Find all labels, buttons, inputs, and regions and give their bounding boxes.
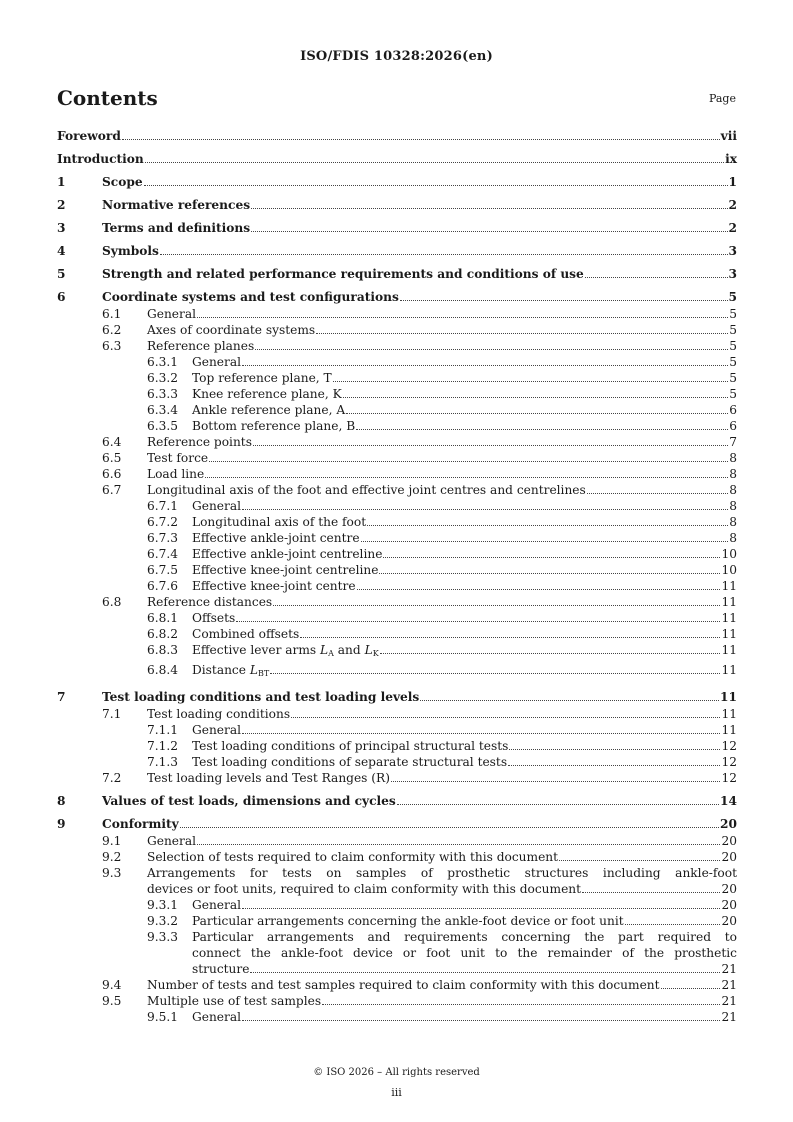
toc-entry-6[interactable]: 6 Coordinate systems and test configurations 5 bbox=[57, 290, 737, 304]
toc-entry-6-3[interactable]: 6.3 Reference planes 5 bbox=[102, 339, 737, 353]
toc-entry-9-5[interactable]: 9.5 Multiple use of test samples 21 bbox=[102, 994, 737, 1008]
toc-entry-6-8-2[interactable]: 6.8.2 Combined offsets 11 bbox=[147, 627, 737, 641]
toc-entry-6-2[interactable]: 6.2 Axes of coordinate systems 5 bbox=[102, 323, 737, 337]
toc-entry-9-4[interactable]: 9.4 Number of tests and test samples required to claim conformity with this document 21 bbox=[102, 978, 737, 992]
toc-entry-7[interactable]: 7 Test loading conditions and test loading levels 11 bbox=[57, 690, 737, 704]
document-header: ISO/FDIS 10328:2026(en) bbox=[300, 49, 493, 64]
toc-entry-9-3-2[interactable]: 9.3.2 Particular arrangements concerning the ankle-foot device or foot unit 20 bbox=[147, 914, 737, 928]
toc-entry-2[interactable]: 2 Normative references 2 bbox=[57, 198, 737, 212]
toc-entry-9-3-1[interactable]: 9.3.1 General 20 bbox=[147, 898, 737, 912]
toc-entry-6-8-1[interactable]: 6.8.1 Offsets 11 bbox=[147, 611, 737, 625]
toc-entry-6-7-1[interactable]: 6.7.1 General 8 bbox=[147, 499, 737, 513]
toc-entry-7-1-1[interactable]: 7.1.1 General 11 bbox=[147, 723, 737, 737]
toc-entry-6-3-5[interactable]: 6.3.5 Bottom reference plane, B 6 bbox=[147, 419, 737, 433]
toc-entry-9-5-1[interactable]: 9.5.1 General 21 bbox=[147, 1010, 737, 1024]
toc-entry-6-7[interactable]: 6.7 Longitudinal axis of the foot and effective joint centres and centrelines 8 bbox=[102, 483, 737, 497]
toc-entry-7-1[interactable]: 7.1 Test loading conditions 11 bbox=[102, 707, 737, 721]
toc-entry-9-3-3[interactable]: 9.3.3 Particular arrangements and requirements concerning the part required to connect the ankle-foot device or foot unit to the remainder of the prosthetic structure 21 bbox=[147, 930, 737, 976]
page-column-label: Page bbox=[708, 92, 736, 105]
toc-entry-introduction[interactable]: Introduction ix bbox=[57, 152, 737, 166]
toc-entry-9[interactable]: 9 Conformity 20 bbox=[57, 817, 737, 831]
toc-entry-6-3-1[interactable]: 6.3.1 General 5 bbox=[147, 355, 737, 369]
toc-entry-6-6[interactable]: 6.6 Load line 8 bbox=[102, 467, 737, 481]
copyright-footer: © ISO 2026 – All rights reserved bbox=[313, 1067, 480, 1078]
toc-entry-1[interactable]: 1 Scope 1 bbox=[57, 175, 737, 189]
toc-entry-6-7-3[interactable]: 6.7.3 Effective ankle-joint centre 8 bbox=[147, 531, 737, 545]
toc-entry-7-2[interactable]: 7.2 Test loading levels and Test Ranges (R) 12 bbox=[102, 771, 737, 785]
toc-entry-6-1[interactable]: 6.1 General 5 bbox=[102, 307, 737, 321]
toc-entry-6-8[interactable]: 6.8 Reference distances 11 bbox=[102, 595, 737, 609]
toc-entry-6-8-4[interactable]: 6.8.4 Distance $L_{BT}$ 11 bbox=[147, 663, 737, 678]
page-number: iii bbox=[391, 1086, 402, 1099]
toc-entry-7-1-3[interactable]: 7.1.3 Test loading conditions of separate structural tests 12 bbox=[147, 755, 737, 769]
toc-entry-6-3-3[interactable]: 6.3.3 Knee reference plane, K 5 bbox=[147, 387, 737, 401]
table-of-contents bbox=[57, 128, 737, 1025]
toc-entry-6-4[interactable]: 6.4 Reference points 7 bbox=[102, 435, 737, 449]
toc-entry-6-5[interactable]: 6.5 Test force 8 bbox=[102, 451, 737, 465]
toc-entry-6-7-5[interactable]: 6.7.5 Effective knee-joint centreline 10 bbox=[147, 563, 737, 577]
page-title: Contents bbox=[57, 86, 158, 110]
toc-entry-9-1[interactable]: 9.1 General 20 bbox=[102, 834, 737, 848]
toc-entry-6-7-4[interactable]: 6.7.4 Effective ankle-joint centreline 10 bbox=[147, 547, 737, 561]
toc-entry-4[interactable]: 4 Symbols 3 bbox=[57, 244, 737, 258]
toc-entry-6-3-2[interactable]: 6.3.2 Top reference plane, T 5 bbox=[147, 371, 737, 385]
toc-entry-6-3-4[interactable]: 6.3.4 Ankle reference plane, A 6 bbox=[147, 403, 737, 417]
toc-entry-5[interactable]: 5 Strength and related performance requirements and conditions of use 3 bbox=[57, 267, 737, 281]
toc-entry-6-8-3[interactable]: 6.8.3 Effective lever arms $L_A$ and $L_K$ 11 bbox=[147, 643, 737, 658]
toc-entry-7-1-2[interactable]: 7.1.2 Test loading conditions of principal structural tests 12 bbox=[147, 739, 737, 753]
toc-entry-8[interactable]: 8 Values of test loads, dimensions and cycles 14 bbox=[57, 794, 737, 808]
toc-entry-9-3[interactable]: 9.3 Arrangements for tests on samples of prosthetic structures including ankle-foot devices or foot units, required to claim conformity with this document 20 bbox=[102, 866, 737, 896]
toc-entry-9-2[interactable]: 9.2 Selection of tests required to claim conformity with this document 20 bbox=[102, 850, 737, 864]
toc-entry-3[interactable]: 3 Terms and definitions 2 bbox=[57, 221, 737, 235]
toc-entry-foreword[interactable]: Foreword vii bbox=[57, 129, 737, 143]
toc-entry-6-7-6[interactable]: 6.7.6 Effective knee-joint centre 11 bbox=[147, 579, 737, 593]
toc-entry-6-7-2[interactable]: 6.7.2 Longitudinal axis of the foot 8 bbox=[147, 515, 737, 529]
